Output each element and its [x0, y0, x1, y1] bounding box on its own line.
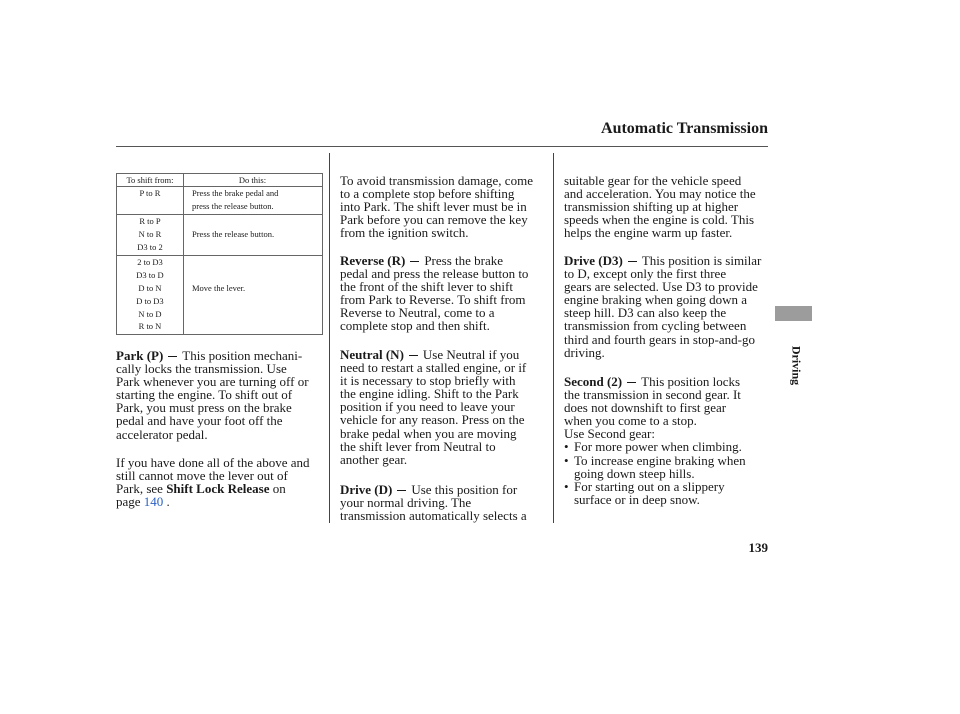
reverse-heading: Reverse (R): [340, 253, 406, 268]
section-label: Driving: [789, 345, 804, 386]
drive-continued: suitable gear for the vehicle speed and acceleration. You may notice the transmission shifting up at higher speeds when the engine is cold. This helps the engine warm up faster.: [564, 173, 756, 241]
column-divider-2: [553, 153, 554, 523]
page-link[interactable]: 140: [143, 494, 164, 510]
section-tab: [775, 306, 812, 321]
page-title: Automatic Transmission: [601, 120, 768, 137]
list-item: • To increase engine braking when: [564, 452, 746, 468]
drive-heading: Drive (D): [340, 482, 393, 497]
table-row-action: press the release button.: [192, 201, 274, 211]
header-rule: [116, 146, 768, 147]
table-row-from: R to N: [138, 321, 162, 331]
d3-section: Drive (D3) This position is similar to D, except only the first three gears are selected. Use D3 to provide engine braking when going down a steep hill. D3 can also keep the transmission from cycling between third and fourth gears in stop-and-go driving.: [564, 253, 762, 360]
park-section: Park (P) This position mechani- cally locks the transmission. Use Park whenever you are turning off or starting the engine. To shift out of Park, you must press on the brake pedal and have your foot off the accelerator pedal.: [116, 348, 309, 442]
second-section: Second (2) This position locks the transmission in second gear. It does not downshift to first gear when you come to a stop. Use Second gear: • For more power when climbing. • To increase engine braking when going down steep hills. • For starting out on a slippery surface or in deep snow.: [564, 374, 746, 507]
table-row-from: D to N: [138, 283, 162, 293]
reverse-section: Reverse (R) Press the brake pedal and press the release button to the front of the shift lever to shift from Park to Reverse. To shift from Reverse to Neutral, come to a complete stop and then shift.: [340, 253, 529, 334]
neutral-heading: Neutral (N): [340, 347, 404, 362]
shift-table: [116, 173, 323, 335]
table-row-from: N to R: [138, 229, 162, 239]
table-row-from: 2 to D3: [137, 257, 163, 267]
second-heading: Second (2): [564, 374, 623, 389]
shift-lock-reference: Shift Lock Release: [166, 481, 270, 497]
drive-section: Drive (D) Use this position for your normal driving. The transmission automatically selects a: [340, 482, 527, 524]
page-number: 139: [748, 540, 768, 555]
column-divider-1: [329, 153, 330, 523]
table-header-from: To shift from:: [126, 175, 174, 185]
neutral-section: Neutral (N) Use Neutral if you need to restart a stalled engine, or if it is necessary to stop briefly with the engine idling. Shift to the Park position if you need to leave your vehicle for any reason. Press on the brake pedal when you are moving the shift lever from Neutral to another gear.: [340, 347, 527, 467]
list-item: • For more power when climbing.: [564, 439, 742, 455]
table-header-action: Do this:: [238, 175, 267, 185]
table-row-action: Move the lever.: [192, 283, 246, 293]
table-row-from: D3 to 2: [137, 242, 163, 252]
park-heading: Park (P): [116, 348, 164, 363]
table-row-from: P to R: [139, 188, 161, 198]
table-row-action: Press the release button.: [192, 229, 275, 239]
list-item: • For starting out on a slippery: [564, 478, 725, 494]
table-row-action: Press the brake pedal and: [192, 188, 279, 198]
shift-lock-paragraph: If you have done all of the above and still cannot move the lever out of Park, see Shift Lock Release on page 140 .: [116, 455, 310, 510]
d3-heading: Drive (D3): [564, 253, 623, 268]
table-row-from: D3 to D: [136, 270, 164, 280]
table-row-from: N to D: [138, 309, 162, 319]
table-row-from: D to D3: [136, 296, 164, 306]
table-row-from: R to P: [139, 216, 161, 226]
intro-paragraph: To avoid transmission damage, come to a complete stop before shifting into Park. The shift lever must be in Park before you can remove the key from the ignition switch.: [340, 173, 533, 241]
